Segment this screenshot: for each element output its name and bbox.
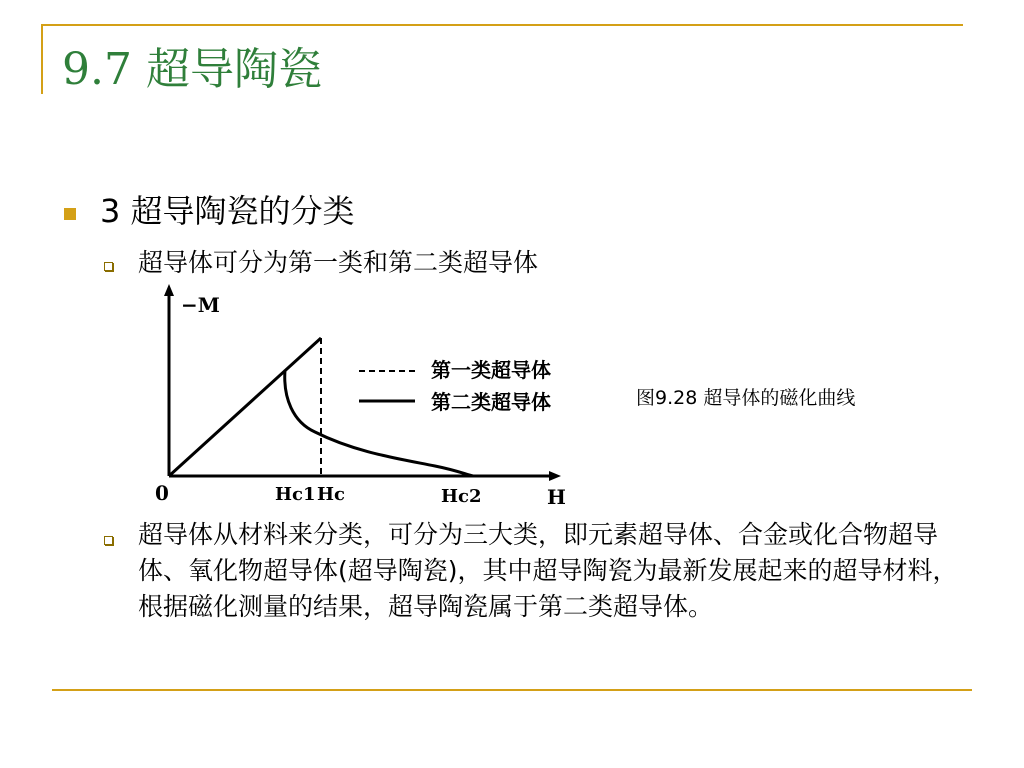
top-border-line [41, 24, 963, 26]
hollow-square-bullet-icon [104, 536, 113, 545]
section-heading: 3 超导陶瓷的分类 [100, 192, 355, 230]
figure-caption: 图9.28 超导体的磁化曲线 [636, 387, 856, 409]
x-axis-arrow [549, 471, 561, 481]
left-border-line [41, 24, 43, 94]
slide-title: 9.7 超导陶瓷 [62, 44, 322, 95]
y-axis-arrow [164, 284, 174, 296]
origin-label: 0 [155, 481, 169, 505]
type2-curve [285, 370, 473, 476]
hollow-square-bullet-icon [104, 262, 113, 271]
y-axis-label: −M [181, 293, 220, 317]
hc1-label: Hc1 [275, 484, 316, 505]
type1-rising-line [169, 338, 321, 476]
legend-type2-label: 第二类超导体 [431, 390, 551, 414]
bullet-point-2: 超导体从材料来分类，可分为三大类，即元素超导体、合金或化合物超导体、氧化物超导体(超导陶瓷)，其中超导陶瓷为最新发展起来的超导材料，根据磁化测量的结果，超导陶瓷属于第二类超导体。 [138, 520, 958, 621]
hc2-label: Hc2 [441, 486, 482, 507]
bullet-point-1: 超导体可分为第一类和第二类超导体 [138, 248, 539, 277]
bottom-border-line [52, 689, 972, 691]
x-axis-label: H [547, 485, 566, 509]
magnetization-curve-svg [135, 280, 605, 516]
hc-label: Hc [317, 484, 345, 505]
magnetization-curve-figure [135, 280, 605, 516]
legend-type1-label: 第一类超导体 [431, 358, 551, 382]
square-bullet-icon [64, 208, 76, 220]
